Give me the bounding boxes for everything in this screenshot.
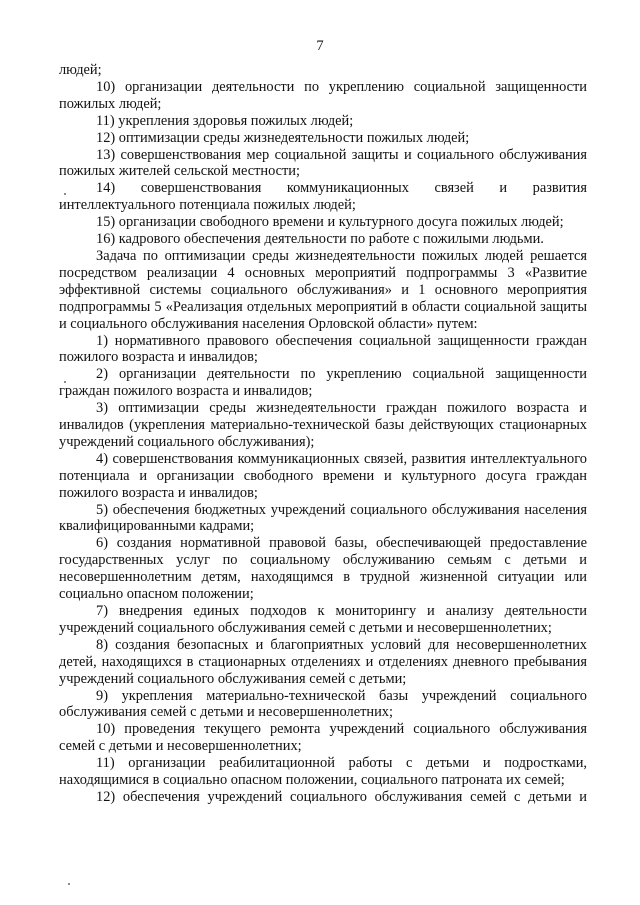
paragraph: 11) организации реабилитационной работы с детьми и подростками, находящимися в социально опасном положении, социального патроната их семей; (59, 755, 587, 789)
paragraph: 10) организации деятельности по укреплению социальной защищенности пожилых людей; (59, 78, 587, 112)
paragraph: Задача по оптимизации среды жизнедеятельности пожилых людей решается посредством реализации 4 основных мероприятий подпрограммы 3 «Развитие эффективной системы социального обслуживания» и 1 основного мероприятия подпрограммы 5 «Реализация отдельных мероприятий в области социальной защиты и социального обслуживания населения Орловской области» путем: (59, 247, 587, 332)
paragraph: 15) организации свободного времени и культурного досуга пожилых людей; (96, 214, 564, 231)
scan-speck (64, 381, 66, 383)
scan-speck (64, 193, 66, 195)
paragraph: 10) проведения текущего ремонта учреждений социального обслуживания семей с детьми и несовершеннолетних; (59, 721, 587, 755)
paragraph: 4) совершенствования коммуникационных связей, развития интеллектуального потенциала и организации свободного времени и культурного досуга граждан пожилого возраста и инвалидов; (59, 450, 587, 501)
paragraph: 12) оптимизации среды жизнедеятельности пожилых людей; (96, 129, 470, 146)
paragraph: 1) нормативного правового обеспечения социальной защищенности граждан пожилого возраста и инвалидов; (59, 332, 587, 366)
page-number: 7 (316, 38, 324, 54)
scan-speck (68, 883, 70, 885)
paragraph: 11) укрепления здоровья пожилых людей; (96, 112, 354, 129)
paragraph: 2) организации деятельности по укреплению социальной защищенности граждан пожилого возраста и инвалидов; (59, 366, 587, 400)
paragraph: 3) оптимизации среды жизнедеятельности граждан пожилого возраста и инвалидов (укрепления материально-технической базы действующих стационарных учреждений социального обслуживания); (59, 400, 587, 450)
document-body (59, 62, 587, 806)
paragraph: 13) совершенствования мер социальной защиты и социального обслуживания пожилых жителей сельской местности; (59, 146, 587, 180)
paragraph: людей; (59, 62, 102, 78)
paragraph: 12) обеспечения учреждений социального обслуживания семей с детьми и (96, 788, 587, 805)
paragraph: 5) обеспечения бюджетных учреждений социального обслуживания населения квалифицированными кадрами; (59, 501, 587, 535)
paragraph: 16) кадрового обеспечения деятельности по работе с пожилыми людьми. (96, 231, 544, 248)
paragraph: 7) внедрения единых подходов к мониторингу и анализу деятельности учреждений социального обслуживания семей с детьми и несовершеннолетних; (59, 603, 587, 636)
paragraph: 9) укрепления материально-технической базы учреждений социального обслуживания семей с детьми и несовершеннолетних; (59, 687, 587, 721)
paragraph: 6) создания нормативной правовой базы, обеспечивающей предоставление государственных услуг по социальному обслуживанию семьям с детьми и несовершеннолетним детям, находящимся в трудной жизненной ситуации или социально опасном положении; (59, 535, 587, 603)
paragraph: 8) создания безопасных и благоприятных условий для несовершеннолетних детей, находящихся в стационарных отделениях и отделениях дневного пребывания учреждений социального обслуживания семей с детьми; (59, 636, 587, 687)
paragraph: 14) совершенствования коммуникационных связей и развития интеллектуального потенциала пожилых людей; (59, 180, 587, 214)
